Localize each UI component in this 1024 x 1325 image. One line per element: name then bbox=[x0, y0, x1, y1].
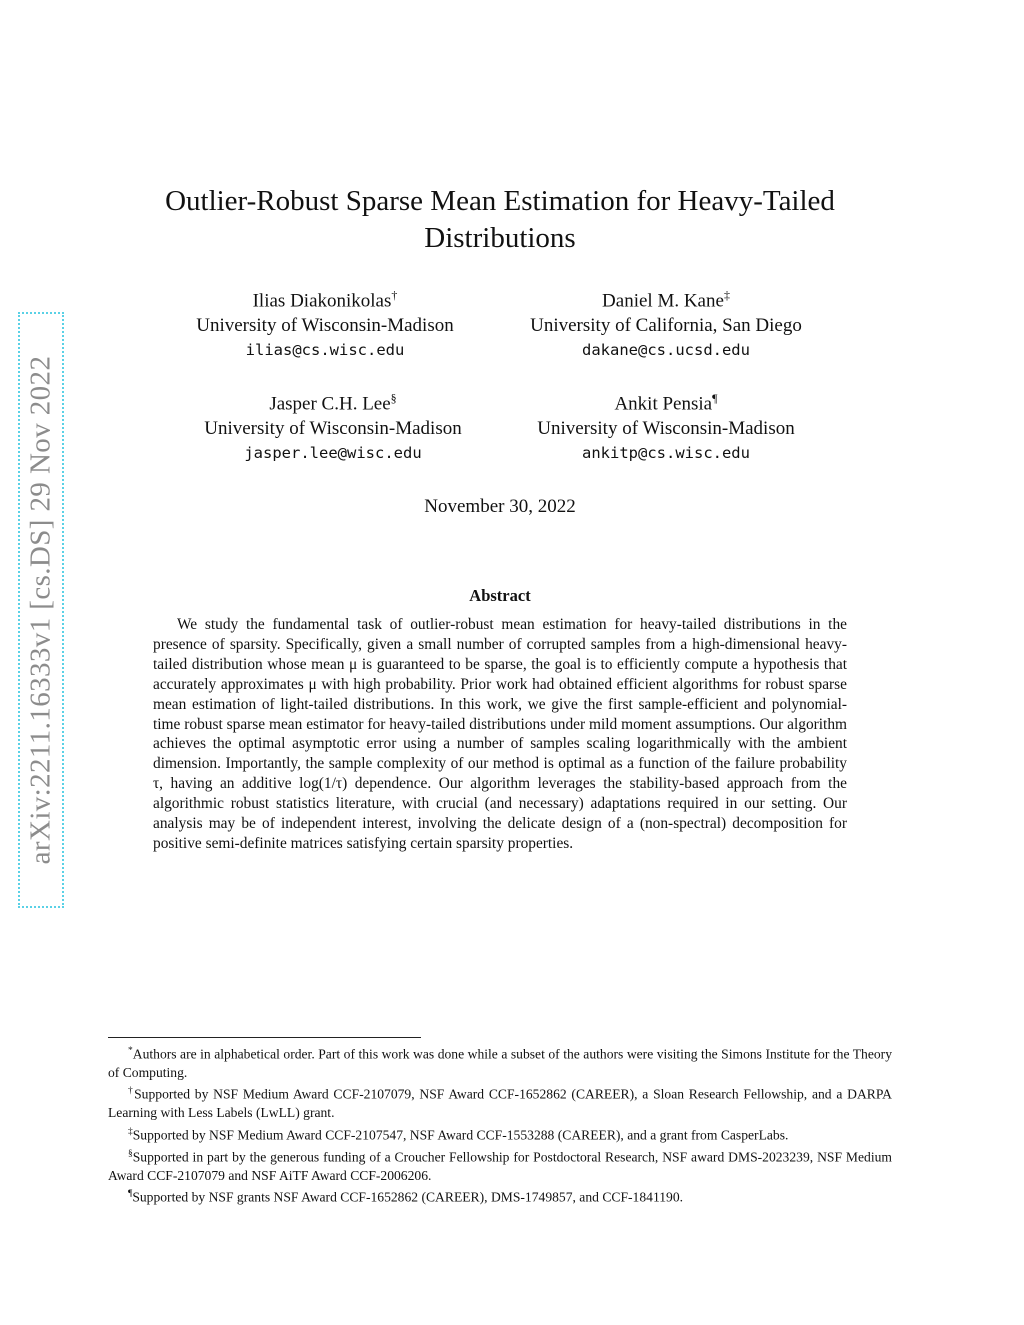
arxiv-stamp bbox=[18, 312, 64, 908]
author-affiliation: University of Wisconsin-Madison bbox=[204, 418, 462, 440]
footnote: §Supported in part by the generous funding of a Croucher Fellowship for Postdoctoral Research, NSF award DMS-2023239, NSF Medium Award CCF-2107079 and NSF AiTF Award CCF-2006206. bbox=[108, 1148, 892, 1183]
arxiv-stamp-text: arXiv:2211.16333v1 [cs.DS] 29 Nov 2022 bbox=[24, 355, 57, 865]
author-email: ankitp@cs.wisc.edu bbox=[582, 444, 750, 463]
author-email: dakane@cs.ucsd.edu bbox=[582, 341, 750, 360]
footnote: *Authors are in alphabetical order. Part of this work was done while a subset of the authors were visiting the Simons Institute for the Theory of Computing. bbox=[108, 1046, 892, 1080]
footnote-rule bbox=[108, 1037, 421, 1038]
author-email: jasper.lee@wisc.edu bbox=[244, 444, 422, 463]
paper-date: November 30, 2022 bbox=[424, 496, 576, 517]
author-affiliation: University of Wisconsin-Madison bbox=[196, 315, 454, 337]
abstract-heading: Abstract bbox=[469, 586, 531, 605]
author-name: Ilias Diakonikolas† bbox=[252, 288, 398, 312]
author-block bbox=[516, 386, 816, 466]
footnote: ¶Supported by NSF grants NSF Award CCF-1652862 (CAREER), DMS-1749857, and CCF-1841190. bbox=[128, 1188, 684, 1205]
author-name: Ankit Pensia¶ bbox=[614, 391, 718, 415]
footnote: †Supported by NSF Medium Award CCF-2107079, NSF Award CCF-1652862 (CAREER), a Sloan Research Fellowship, and a DARPA Learning with Less Labels (LwLL) grant. bbox=[108, 1086, 892, 1121]
abstract-body: We study the fundamental task of outlier-robust mean estimation for heavy-tailed distributions in the presence of sparsity. Specifically, given a small number of corrupted samples from a high-dimensional heavy-tailed distribution whose mean μ is guaranteed to be sparse, the goal is to efficiently compute a hypothesis that accurately approximates μ with high probability. Prior work had obtained efficient algorithms for robust sparse mean estimation of light-tailed distributions. In this work, we give the first sample-efficient and polynomial-time robust sparse mean estimator for heavy-tailed distributions under mild moment assumptions. Our algorithm achieves the optimal asymptotic error using a number of samples scaling logarithmically with the ambient dimension. Importantly, the sample complexity of our method is optimal as a function of the failure probability τ, having an additive log(1/τ) dependence. Our algorithm leverages the stability-based approach from the algorithmic robust statistics literature, with crucial (and necessary) adaptations required in our setting. Our analysis may be of independent interest, involving the delicate design of a (non-spectral) decomposition for positive semi-definite matrices satisfying certain sparsity properties. bbox=[153, 616, 847, 852]
footnote: ‡Supported by NSF Medium Award CCF-2107547, NSF Award CCF-1553288 (CAREER), and a grant from CasperLabs. bbox=[128, 1126, 789, 1143]
author-block bbox=[175, 283, 475, 363]
footnotes bbox=[108, 1042, 892, 1207]
paper-title: Outlier-Robust Sparse Mean Estimation for Heavy-Tailed Distributions bbox=[165, 185, 835, 254]
author-name: Jasper C.H. Lee§ bbox=[269, 391, 397, 415]
author-block bbox=[183, 386, 483, 466]
author-name: Daniel M. Kane‡ bbox=[602, 288, 730, 312]
author-block bbox=[506, 283, 826, 363]
author-affiliation: University of Wisconsin-Madison bbox=[537, 418, 795, 440]
author-affiliation: University of California, San Diego bbox=[530, 315, 802, 337]
author-email: ilias@cs.wisc.edu bbox=[245, 341, 405, 360]
